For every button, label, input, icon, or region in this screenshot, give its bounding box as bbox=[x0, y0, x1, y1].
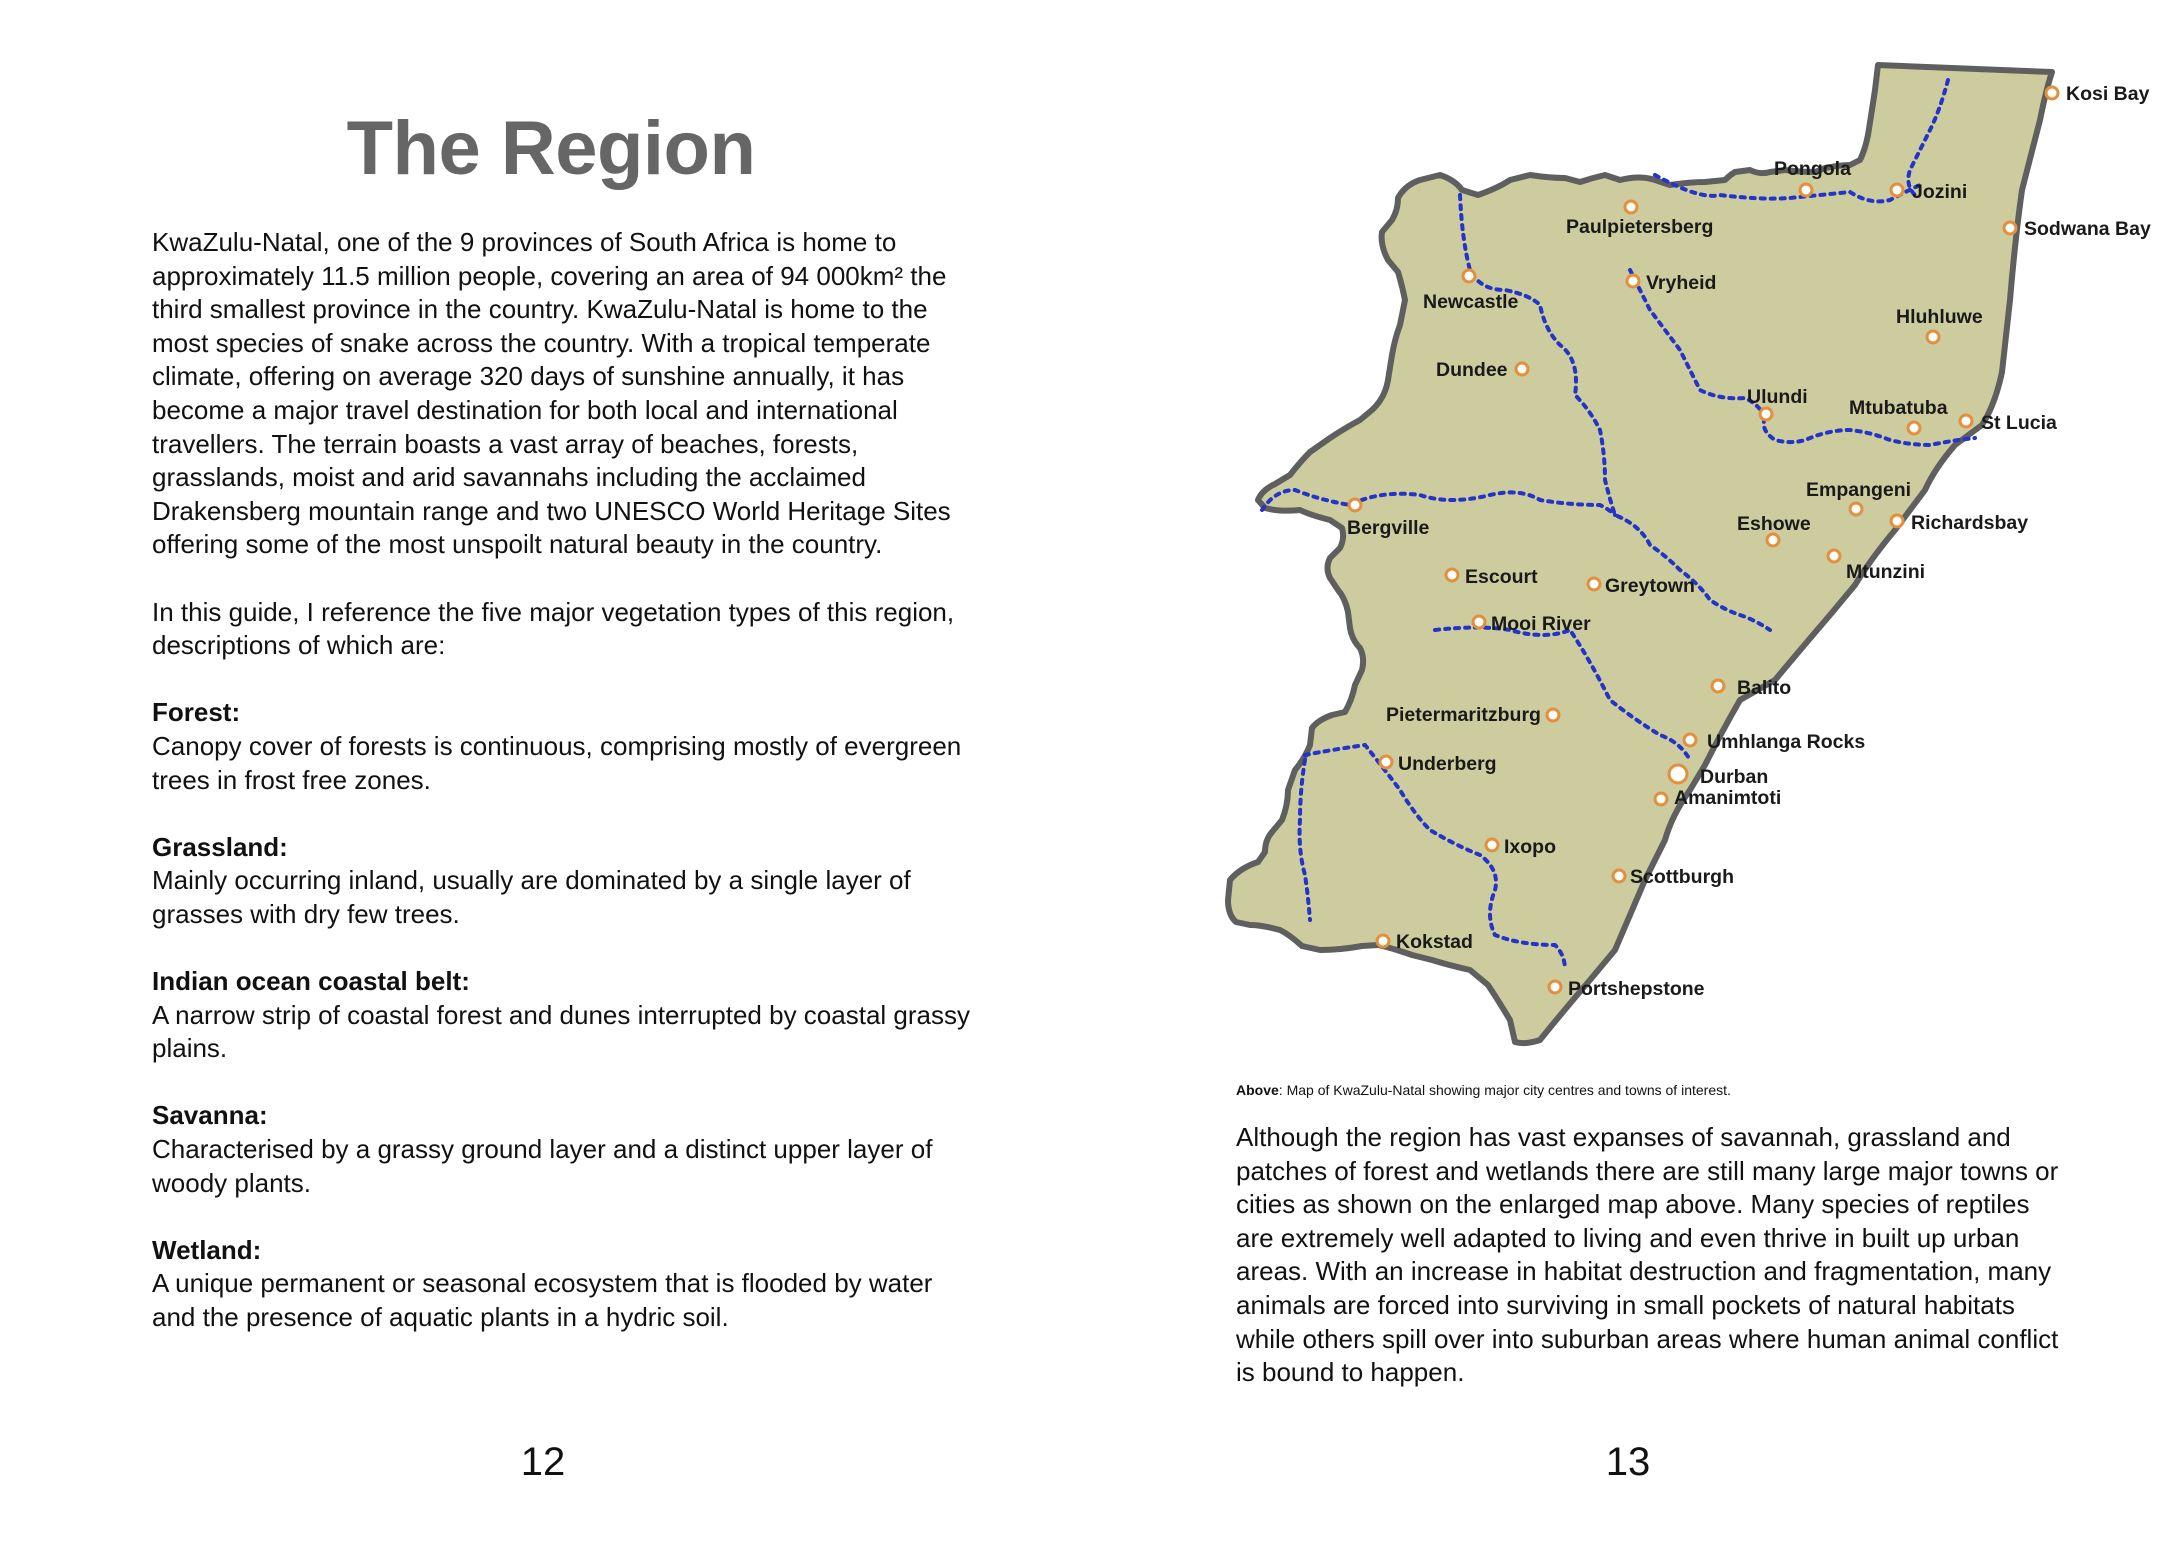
town-label: Durban bbox=[1700, 766, 1769, 788]
town-label: Pongola bbox=[1774, 158, 1851, 180]
map-caption bbox=[1236, 1082, 1731, 1098]
town-marker bbox=[1655, 793, 1667, 805]
town-label: Newcastle bbox=[1423, 291, 1519, 313]
town-marker bbox=[1377, 935, 1389, 947]
vegetation-name: Wetland: bbox=[152, 1234, 262, 1265]
town-marker bbox=[1349, 499, 1361, 511]
town-marker bbox=[1891, 184, 1903, 196]
town-label: Underberg bbox=[1398, 753, 1497, 775]
vegetation-description: Characterised by a grassy ground layer and a distinct upper layer of woody plants. bbox=[152, 1134, 933, 1198]
vegetation-name: Indian ocean coastal belt: bbox=[152, 966, 470, 997]
town-marker bbox=[1669, 765, 1687, 783]
town-marker bbox=[1891, 515, 1903, 527]
intro-paragraph: KwaZulu-Natal, one of the 9 provinces of South Africa is home to approximately 11.5 million people, covering an area of 94 000km² the third smallest province in the country. KwaZulu-Natal is home to the most species of snake across the country. With a tropical temperate climate, offering on average 320 days of sunshine annually, it has become a major travel destination for both local and international travellers. The terrain boasts a vast array of beaches, forests, grasslands, moist and arid savannahs including the acclaimed Drakensberg mountain range and two UNESCO World Heritage Sites offering some of the most unspoilt natural beauty in the country. bbox=[152, 227, 951, 560]
town-marker bbox=[1908, 422, 1920, 434]
page-title-text: The Region bbox=[346, 106, 756, 191]
town-label: Sodwana Bay bbox=[2024, 218, 2151, 240]
town-marker bbox=[1549, 981, 1561, 993]
town-marker bbox=[1828, 550, 1840, 562]
town-label: Balito bbox=[1737, 677, 1792, 699]
vegetation-description: Mainly occurring inland, usually are dominated by a single layer of grasses with dry few trees. bbox=[152, 865, 911, 929]
town-marker bbox=[1712, 680, 1724, 692]
town-label: Pietermaritzburg bbox=[1386, 704, 1541, 726]
page-number-right: 13 bbox=[1605, 1440, 1651, 1484]
town-marker bbox=[1613, 870, 1625, 882]
town-marker bbox=[1850, 503, 1862, 515]
town-marker bbox=[1684, 734, 1696, 746]
vegetation-name: Forest: bbox=[152, 697, 241, 728]
town-marker bbox=[2004, 222, 2016, 234]
town-marker bbox=[1588, 578, 1600, 590]
town-marker bbox=[2046, 87, 2058, 99]
town-label: Escourt bbox=[1465, 566, 1538, 588]
town-label: Richardsbay bbox=[1911, 512, 2029, 534]
vegetation-description: A narrow strip of coastal forest and dunes interrupted by coastal grassy plains. bbox=[152, 999, 970, 1064]
town-label: Kokstad bbox=[1396, 931, 1473, 953]
right-body-paragraph: Although the region has vast expanses of savannah, grassland and patches of forest and wetlands there are still many large major towns or cities as shown on the enlarged map above. Many species of reptiles are extremely well adapted to living and even thrive in built up urban areas. With an increase in habitat destruction and fragmentation, many animals are forced into surviving in small pockets of natural habitats while others spill over into suburban areas where human animal conflict is bound to happen. bbox=[1236, 1122, 2059, 1388]
vegetation-forest bbox=[152, 696, 972, 797]
town-marker bbox=[1463, 270, 1475, 282]
town-marker bbox=[1446, 569, 1458, 581]
town-marker bbox=[1625, 201, 1637, 213]
town-label: Bergville bbox=[1347, 517, 1430, 539]
kwazulu-natal-map bbox=[1220, 55, 2160, 1065]
town-marker bbox=[1380, 756, 1392, 768]
town-marker bbox=[1486, 839, 1498, 851]
town-label: Vryheid bbox=[1646, 272, 1717, 294]
page-number-left: 12 bbox=[520, 1440, 566, 1484]
town-label: Mtubatuba bbox=[1849, 397, 1948, 419]
town-label: Umhlanga Rocks bbox=[1707, 731, 1866, 753]
town-label: Empangeni bbox=[1806, 479, 1912, 501]
page-title bbox=[152, 104, 952, 194]
vegetation-savanna bbox=[152, 1099, 972, 1200]
vegetation-coastal-belt bbox=[152, 965, 972, 1066]
town-label: Kosi Bay bbox=[2066, 83, 2150, 105]
vegetation-name: Savanna: bbox=[152, 1100, 268, 1131]
town-marker bbox=[1927, 331, 1939, 343]
province-shape bbox=[1228, 65, 2052, 1043]
caption-text: : Map of KwaZulu-Natal showing major city centres and towns of interest. bbox=[1278, 1082, 1731, 1098]
town-marker bbox=[1767, 534, 1779, 546]
vegetation-description: Canopy cover of forests is continuous, comprising mostly of evergreen trees in frost free zones. bbox=[152, 730, 962, 795]
town-label: Amanimtoti bbox=[1674, 787, 1782, 809]
town-marker bbox=[1960, 415, 1972, 427]
town-marker bbox=[1760, 408, 1772, 420]
town-label: Paulpietersberg bbox=[1566, 216, 1714, 238]
town-label: Mtunzini bbox=[1846, 561, 1926, 583]
town-label: Mooi River bbox=[1491, 613, 1591, 635]
town-marker bbox=[1627, 275, 1639, 287]
town-label: Ixopo bbox=[1504, 836, 1556, 858]
town-label: St Lucia bbox=[1981, 412, 2057, 434]
caption-prefix: Above bbox=[1236, 1082, 1279, 1098]
town-marker bbox=[1547, 709, 1559, 721]
town-marker bbox=[1516, 363, 1528, 375]
guide-intro-paragraph: In this guide, I reference the five major vegetation types of this region, descriptions of which are: bbox=[152, 596, 955, 661]
town-label: Greytown bbox=[1605, 575, 1695, 597]
town-marker bbox=[1473, 616, 1485, 628]
left-body bbox=[152, 226, 972, 1368]
vegetation-description: A unique permanent or seasonal ecosystem that is flooded by water and the presence of aquatic plants in a hydric soil. bbox=[152, 1268, 933, 1332]
town-label: Scottburgh bbox=[1630, 866, 1734, 888]
town-label: Hluhluwe bbox=[1896, 306, 1983, 328]
town-label: Ulundi bbox=[1747, 386, 1808, 408]
vegetation-wetland bbox=[152, 1234, 972, 1335]
vegetation-name: Grassland: bbox=[152, 831, 288, 862]
town-label: Portshepstone bbox=[1568, 978, 1705, 1000]
town-label: Eshowe bbox=[1737, 513, 1811, 535]
town-label: Dundee bbox=[1436, 359, 1508, 381]
vegetation-grassland bbox=[152, 831, 972, 932]
town-label: Jozini bbox=[1912, 181, 1968, 203]
town-marker bbox=[1800, 184, 1812, 196]
